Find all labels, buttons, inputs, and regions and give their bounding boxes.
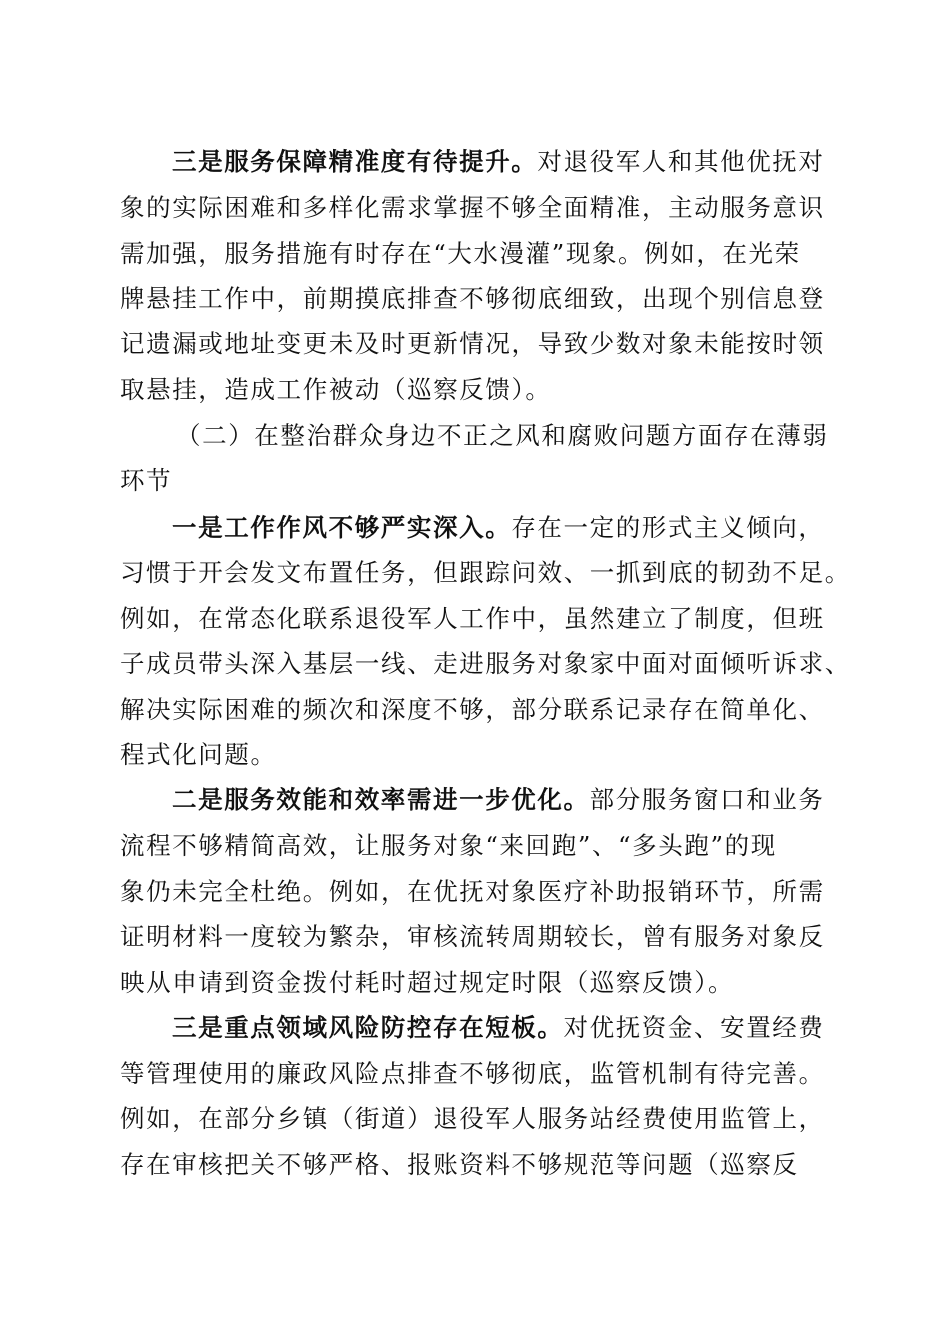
paragraph-line: 记遗漏或地址变更未及时更新情况，导致少数对象未能按时领 xyxy=(120,329,825,358)
paragraph-line: 等管理使用的廉政风险点排查不够彻底，监管机制有待完善。 xyxy=(120,1059,825,1088)
paragraph-lead-sentence: 二是服务效能和效率需进一步优化。 xyxy=(172,785,590,814)
paragraph-line: 象的实际困难和多样化需求掌握不够全面精准，主动服务意识 xyxy=(120,193,825,222)
paragraph-line: 映从申请到资金拨付耗时超过规定时限（巡察反馈）。 xyxy=(120,968,735,997)
paragraph-line xyxy=(172,510,950,546)
paragraph-lead-sentence: 三是重点领域风险防控存在短板。 xyxy=(172,1013,564,1042)
paragraph-line: 存在审核把关不够严格、报账资料不够规范等问题（巡察反 xyxy=(120,1150,799,1179)
paragraph-line: 证明材料一度较为繁杂，审核流转周期较长，曾有服务对象反 xyxy=(120,922,825,951)
paragraph-lead-sentence: 三是服务保障精准度有待提升。 xyxy=(172,147,538,176)
paragraph-line: 牌悬挂工作中，前期摸底排查不够彻底细致，出现个别信息登 xyxy=(120,284,825,313)
paragraph-line: 解决实际困难的频次和深度不够，部分联系记录存在简单化、 xyxy=(120,695,825,724)
paragraph-text: 对退役军人和其他优抚对 xyxy=(537,147,825,176)
paragraph-line xyxy=(172,144,950,180)
paragraph-line xyxy=(172,782,950,818)
paragraph-line xyxy=(172,1010,950,1046)
paragraph-line: 流程不够精简高效，让服务对象“来回跑”、“多头跑”的现 xyxy=(120,831,777,860)
paragraph-line: 习惯于开会发文布置任务，但跟踪问效、一抓到底的韧劲不足。 xyxy=(120,558,851,587)
paragraph-text: 存在一定的形式主义倾向， xyxy=(511,513,825,542)
paragraph-text: 部分服务窗口和业务 xyxy=(589,785,825,814)
paragraph-line: 子成员带头深入基层一线、走进服务对象家中面对面倾听诉求、 xyxy=(120,649,851,678)
paragraph-line: 例如，在常态化联系退役军人工作中，虽然建立了制度，但班 xyxy=(120,604,825,633)
paragraph-text: 对优抚资金、安置经费 xyxy=(563,1013,825,1042)
section-heading-continuation: 环节 xyxy=(120,466,173,495)
paragraph-line: 程式化问题。 xyxy=(120,740,277,769)
paragraph-line: 取悬挂，造成工作被动（巡察反馈）。 xyxy=(120,375,552,404)
section-heading: （二）在整治群众身边不正之风和腐败问题方面存在薄弱 xyxy=(176,421,829,450)
paragraph-line: 象仍未完全杜绝。例如，在优抚对象医疗补助报销环节，所需 xyxy=(120,877,825,906)
paragraph-lead-sentence: 一是工作作风不够严实深入。 xyxy=(172,513,512,542)
paragraph-line: 需加强，服务措施有时存在“大水漫灌”现象。例如，在光荣 xyxy=(120,239,801,268)
paragraph-line: 例如，在部分乡镇（街道）退役军人服务站经费使用监管上， xyxy=(120,1104,825,1133)
